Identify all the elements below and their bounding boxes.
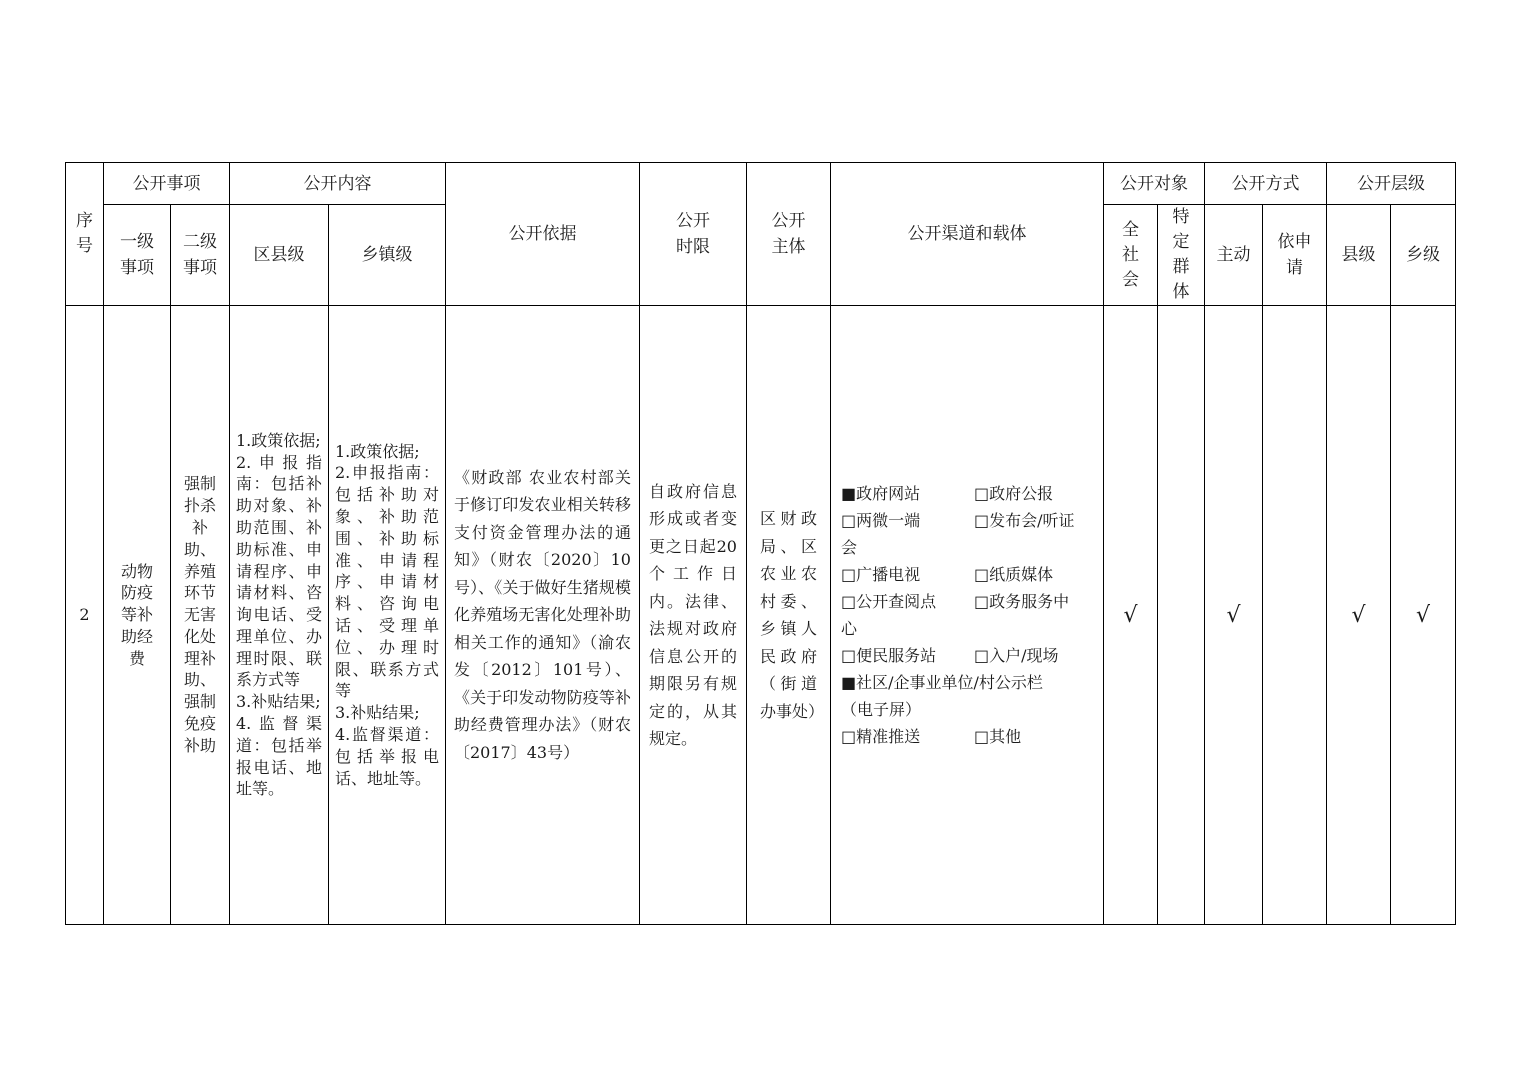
header-content-town: 乡镇级: [329, 205, 446, 306]
channel-reading-point: □公开查阅点: [841, 592, 937, 611]
cell-content-county: 1.政策依据; 2.申报指南：包括补助对象、补助范围、补助标准、申请程序、申请材料、咨询电话、受理单位、办理时限、联系方式等 3.补贴结果; 4.监督渠道：包括举报电话、地址等。: [230, 306, 329, 925]
header-content-county: 区县级: [230, 205, 329, 306]
channel-service-station: □便民服务站: [841, 646, 937, 665]
cell-deadline: 自政府信息形成或者变更之日起20个工作日内。法律、法规对政府信息公开的期限另有规定的，从其规定。: [640, 306, 747, 925]
cell-item-l1: 动物防疫等补助经费: [104, 306, 171, 925]
header-content: 公开内容: [230, 163, 446, 205]
channel-other: □其他: [974, 727, 1022, 746]
channel-press-hearing: □发布会/听证: [974, 511, 1075, 530]
header-method-active: 主动: [1205, 205, 1263, 306]
header-item-l2: 二级事项: [171, 205, 230, 306]
cell-level-county: √: [1327, 306, 1391, 925]
cell-level-town: √: [1391, 306, 1456, 925]
channel-gov-website: ■政府网站: [841, 484, 921, 503]
header-basis: 公开依据: [446, 163, 640, 306]
channel-service-center-cont: 心: [841, 619, 858, 638]
header-channel: 公开渠道和载体: [831, 163, 1104, 306]
channel-bulletin-board: ■社区/企事业单位/村公示栏: [841, 673, 1043, 692]
cell-basis: 《财政部 农业农村部关于修订印发农业相关转移支付资金管理办法的通知》（财农〔2020〕10号）、《关于做好生猪规模化养殖场无害化处理补助相关工作的通知》（渝农发〔2012〕101号）、《关于印发动物防疫等补助经费管理办法》（财农〔2017〕43号）: [446, 306, 640, 925]
header-method: 公开方式: [1205, 163, 1327, 205]
header-subject: 公开主体: [747, 163, 831, 306]
channel-gov-gazette: □政府公报: [974, 484, 1054, 503]
channel-radio-tv: □广播电视: [841, 565, 921, 584]
channel-wechat-weibo: □两微一端: [841, 511, 921, 530]
cell-method-request: [1263, 306, 1327, 925]
cell-seq: 2: [66, 306, 104, 925]
header-level: 公开层级: [1327, 163, 1456, 205]
header-method-request: 依申请: [1263, 205, 1327, 306]
cell-subject: 区财政局、区农业农村委、乡镇人民政府（街道办事处）: [747, 306, 831, 925]
header-seq: 序号: [66, 163, 104, 306]
header-target-specific: 特定群体: [1158, 205, 1205, 306]
cell-content-town: 1.政策依据; 2.申报指南：包括补助对象、补助范围、补助标准、申请程序、申请材料、咨询电话、受理单位、办理时限、联系方式等 3.补贴结果; 4.监督渠道：包括举报电话、地址等。: [329, 306, 446, 925]
disclosure-table: [65, 162, 1456, 925]
cell-item-l2: 强制扑杀补助、养殖环节无害化处理补助、强制免疫补助: [171, 306, 230, 925]
cell-channel: [831, 306, 1104, 925]
header-level-county: 县级: [1327, 205, 1391, 306]
header-item-l1: 一级事项: [104, 205, 171, 306]
channel-targeted-push: □精准推送: [841, 727, 921, 746]
table-row: [66, 306, 1456, 925]
cell-target-specific: [1158, 306, 1205, 925]
cell-method-active: √: [1205, 306, 1263, 925]
channel-electronic-screen: （电子屏）: [841, 700, 922, 719]
header-deadline: 公开时限: [640, 163, 747, 306]
channel-door-to-door: □入户/现场: [974, 646, 1059, 665]
header-item: 公开事项: [104, 163, 230, 205]
header-target: 公开对象: [1104, 163, 1205, 205]
channel-print-media: □纸质媒体: [974, 565, 1054, 584]
cell-target-all: √: [1104, 306, 1158, 925]
channel-service-center: □政务服务中: [974, 592, 1070, 611]
header-target-all: 全社会: [1104, 205, 1158, 306]
channel-press-hearing-cont: 会: [841, 538, 858, 557]
header-level-town: 乡级: [1391, 205, 1456, 306]
